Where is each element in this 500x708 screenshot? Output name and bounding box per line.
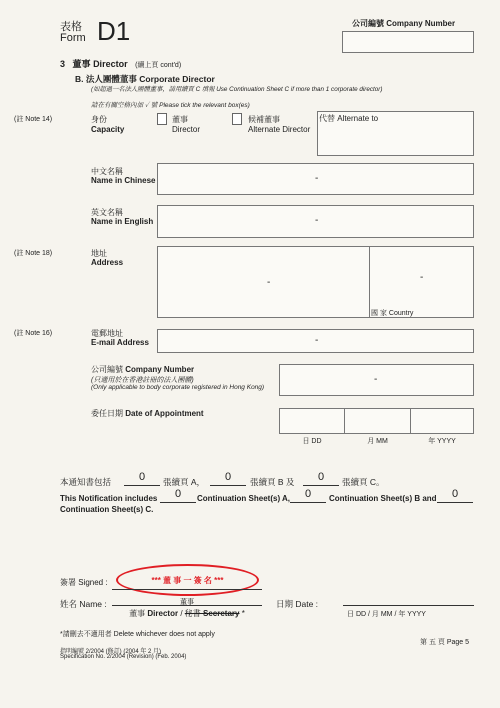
spec-en: Specification No. 2/2004 (Revision) (Feb. 2004) (60, 654, 187, 660)
company-no-value: - (374, 374, 378, 385)
continuation-en-c: Continuation Sheet(s) C. (60, 505, 154, 514)
director-label-zh: 董事 (172, 115, 188, 124)
appointment-label: 委任日期 Date of Appointment (91, 409, 204, 418)
signature-value: *** 董 事 一 簽 名 *** (151, 576, 224, 585)
signature-line (112, 589, 262, 590)
spec-zh: 指明編號 2/2004 (修訂) (2004 年 2 月) (60, 649, 162, 655)
page-number: 第 五 頁 Page 5 (420, 639, 470, 646)
address-label-en: Address (91, 258, 124, 267)
continuation-line-b (210, 485, 246, 486)
continuation-count-c[interactable]: 0 (317, 471, 325, 483)
continuation-en-a: Continuation Sheet(s) A, (197, 494, 291, 503)
director-checkbox[interactable] (157, 113, 167, 125)
date-caption: 日 DD / 月 MM / 年 YYYY (347, 611, 426, 618)
role-line: 董事 Director / 秘書 Secretary * (129, 609, 245, 618)
continuation-count-a[interactable]: 0 (138, 471, 146, 483)
appointment-month-field[interactable] (344, 408, 411, 434)
subsection-note: (如超過一名法人團體董事，請用續頁 C 填報 Use Continuation Sheet C if more than 1 corporate director) (91, 86, 383, 93)
name-line (112, 605, 262, 606)
continuation-zh-c: 張續頁 C。 (342, 477, 385, 487)
company-no-label: 公司編號 Company Number (91, 365, 195, 374)
role-secretary: 秘書 Secretary (184, 609, 240, 618)
continuation-en-b: Continuation Sheet(s) B and (329, 494, 437, 503)
company-no-note-zh: (只適用於在香港註冊的法人團體) (91, 377, 194, 384)
continuation-en-count-a[interactable]: 0 (174, 488, 182, 500)
continuation-zh-b: 張續頁 B 及 (250, 477, 295, 487)
appointment-year-field[interactable] (410, 408, 474, 434)
role-director: 董事 Director (129, 609, 179, 618)
email-value: - (315, 335, 319, 346)
chinese-name-label-en: Name in Chinese (91, 176, 156, 185)
form-label-zh: 表格 (60, 21, 82, 33)
chinese-name-value: - (315, 173, 319, 184)
english-name-field[interactable] (157, 205, 474, 238)
country-field[interactable] (369, 246, 474, 318)
company-number-box[interactable] (342, 31, 474, 53)
capacity-label-en: Capacity (91, 125, 125, 134)
appointment-day-field[interactable] (279, 408, 345, 434)
continuation-line-c (303, 485, 339, 486)
country-value: - (420, 272, 424, 283)
name-label: 姓名 Name : (60, 599, 107, 609)
continuation-en-line-b (290, 502, 326, 503)
date-line[interactable] (343, 605, 474, 606)
continuation-en-count-b[interactable]: 0 (304, 488, 312, 500)
email-label-en: E-mail Address (91, 338, 149, 347)
continuation-line-a (124, 485, 160, 486)
company-no-field[interactable] (279, 364, 474, 396)
continuation-zh-a: 張續頁 A， (163, 477, 206, 487)
day-caption: 日 DD (302, 438, 322, 445)
form-label-en: Form (60, 32, 86, 44)
email-label-zh: 電郵地址 (91, 329, 123, 338)
tick-instruction: 請在有關空格內加 ✓ 號 Please tick the relevant box(es) (91, 102, 250, 109)
signed-label: 簽署 Signed : (60, 578, 108, 587)
chinese-name-field[interactable] (157, 163, 474, 195)
continuation-count-b[interactable]: 0 (224, 471, 232, 483)
director-label-en: Director (172, 125, 201, 134)
chinese-name-label-zh: 中文名稱 (91, 167, 123, 176)
month-caption: 月 MM (367, 438, 388, 445)
capacity-label-zh: 身份 (91, 115, 107, 124)
date-label: 日期 Date : (276, 599, 319, 609)
alternate-to-box[interactable] (317, 111, 474, 156)
company-number-label: 公司編號 Company Number (352, 19, 456, 28)
note-18: (註 Note 18) (14, 250, 53, 257)
address-label-zh: 地址 (91, 249, 107, 258)
continuation-en-prefix: This Notification includes (60, 494, 158, 503)
email-field[interactable] (157, 329, 474, 353)
continuation-en-count-c[interactable]: 0 (451, 488, 459, 500)
alternate-to-label: 代替 Alternate to (319, 114, 379, 123)
country-label: 國 家 Country (371, 310, 414, 317)
note-16: (註 Note 16) (14, 330, 53, 337)
subsection-title: B. 法人團體董事 Corporate Director (75, 74, 215, 84)
note-14: (註 Note 14) (14, 116, 53, 123)
address-value: - (267, 277, 271, 288)
company-no-note-en: (Only applicable to body corporate registered in Hong Kong) (91, 384, 265, 391)
english-name-label-en: Name in English (91, 217, 154, 226)
continuation-en-line-c (437, 502, 473, 503)
alternate-label-en: Alternate Director (248, 125, 311, 134)
section-title: 3 董事 Director (續上頁 cont'd) (60, 59, 182, 69)
form-code: D1 (97, 16, 131, 46)
continuation-en-line-a (160, 502, 196, 503)
alternate-label-zh: 候補董事 (248, 115, 280, 124)
year-caption: 年 YYYY (428, 438, 456, 445)
name-value[interactable]: 董事 (180, 599, 194, 606)
english-name-value: - (315, 215, 319, 226)
continuation-zh-prefix: 本通知書包括 (60, 477, 112, 487)
alternate-director-checkbox[interactable] (232, 113, 242, 125)
delete-note: *請刪去不適用者 Delete whichever does not apply (60, 631, 215, 638)
english-name-label-zh: 英文名稱 (91, 208, 123, 217)
address-field[interactable] (157, 246, 370, 318)
